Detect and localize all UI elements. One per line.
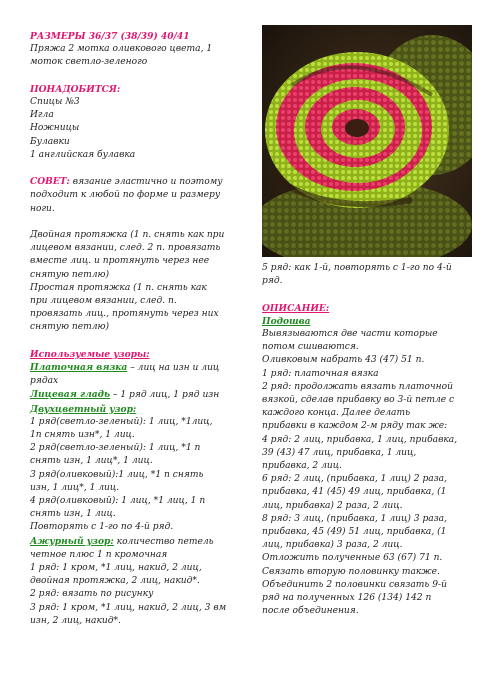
openwork-line: 2 ряд: вязать по рисунку [30,589,154,600]
twocolor-line: 4 ряд(оливковый): 1 лиц, *1 лиц, 1 п [30,496,206,507]
row5-line: ряд. [262,276,283,287]
double-pull-line: снятую петлю) [30,269,110,280]
tool-item: Ножницы [30,123,80,134]
garter-line [30,361,256,375]
openwork-line: 3 ряд: 1 кром, *1 лиц, накид, 2 лиц, 3 вм [30,602,227,613]
tip-heading: СОВЕТ: [30,176,70,188]
sole-heading: Подошва [262,315,311,327]
tip-line-3: ноги. [30,203,55,214]
stockinette-text: – 1 ряд лиц, 1 ряд изн [110,390,220,401]
twocolor-line: изн, 1 лиц*, 1 лиц. [30,482,120,493]
sole-line: прибавка, 45 (49) 51 лиц, прибавка, (1 [262,527,447,538]
twocolor-line: снять изн, 1 лиц*, 1 лиц. [30,456,153,467]
sole-line: вязкой, сделав прибавку во 3-й петле с [262,395,455,406]
sole-line: 39 (43) 47 лиц, прибавка, 1 лиц, [262,447,417,458]
twocolor-line: снять изн, 1 лиц. [30,509,116,520]
double-pull-line: вместе лиц. и протянуть через нее [30,256,210,267]
garter-title: Платочная вязка [30,362,128,374]
yarn-line-2: моток светло-зеленого [30,57,148,68]
openwork-line: четное плюс 1 п кромочная [30,549,168,560]
openwork-line [30,535,256,549]
twocolor-line: 3 ряд(оливковый):1 лиц, *1 п снять [30,469,204,480]
tool-item: Спицы №3 [30,97,80,107]
stockinette-line [30,388,256,402]
sole-line: 2 ряд: продолжать вязать платочной [262,381,453,392]
sole-line: потом сшиваются. [262,342,359,353]
twocolor-line: 1 ряд(светло-зеленый): 1 лиц, *1лиц, [30,416,213,427]
openwork-line: двойная протяжка, 2 лиц, накид*. [30,576,200,587]
sole-line: лиц, прибавка) 3 раза, 2 лиц. [262,540,403,551]
need-heading: ПОНАДОБИТСЯ: [30,83,121,95]
sole-line: ряд на полученных 126 (134) 142 п [262,593,432,604]
tool-item: 1 английская булавка [30,149,136,160]
sole-line: 1 ряд: платочная вязка [262,368,379,379]
sole-line: 8 ряд: 3 лиц, (прибавка, 1 лиц) 3 раза, [262,513,447,524]
tip-text: вязание эластично и поэтому [69,177,223,188]
sole-line: прибавка, 41 (45) 49 лиц, прибавка, (1 [262,487,447,498]
sole-line: 4 ряд: 2 лиц, прибавка, 1 лиц, прибавка, [262,434,458,445]
right-column [262,262,484,618]
openwork-line: изн, 2 лиц, накид*. [30,615,121,626]
twocolor-line: 2 ряд(светло-зеленый): 1 лиц, *1 п [30,443,201,454]
simple-pull-line: Простая протяжка (1 п. снять как [30,282,207,293]
sole-line: Отложить полученные 63 (67) 71 п. [262,553,443,564]
sole-line: Связать вторую половинку также. [262,566,440,577]
description-heading: ОПИСАНИЕ: [262,302,330,314]
sizes-heading: РАЗМЕРЫ 36/37 (38/39) 40/41 [30,31,190,42]
knitted-slipper-photo [262,25,472,257]
sole-line: прибавки в каждом 2-м ряду так же: [262,421,448,432]
sole-line: 6 ряд: 2 лиц, (прибавка, 1 лиц) 2 раза, [262,474,447,485]
left-column [30,30,256,628]
openwork-title: Ажурный узор: [30,535,114,547]
garter-line-2: рядах [30,376,59,387]
openwork-text: количество петель [113,536,214,547]
double-pull-line: лицевом вязании, след. 2 п. провязать [30,243,221,254]
twocolor-line: 1п снять изн*, 1 лиц. [30,430,135,441]
sole-line: каждого конца. Далее делать [262,408,411,419]
tool-item: Игла [30,110,54,121]
sole-line: прибавка, 2 лиц. [262,461,342,472]
openwork-line: 1 ряд: 1 кром, *1 лиц, накид, 2 лиц, [30,563,202,574]
tool-item: Булавки [30,136,70,147]
sole-line: Объединить 2 половинки связать 9-й [262,579,447,590]
garter-text: – лиц на изн и лиц [127,363,220,374]
tip-line-1 [30,175,256,189]
patterns-heading: Используемые узоры: [30,348,150,360]
tip-line-2: подходит к любой по форме и размеру [30,190,221,201]
sole-line: Оливковым набрать 43 (47) 51 п. [262,355,425,366]
twocolor-title: Двухцветный узор: [30,403,137,415]
yarn-line-1: Пряжа 2 мотка оливкового цвета, 1 [30,44,213,55]
twocolor-line: Повторять с 1-го по 4-й ряд. [30,522,174,533]
simple-pull-line: снятую петлю) [30,322,110,333]
row5-line: 5 ряд: как 1-й, повторять с 1-го по 4-й [262,263,452,273]
sole-line: Вывязываются две части которые [262,329,438,339]
stockinette-title: Лицевая гладь [30,389,110,401]
simple-pull-line: провязать лиц., протянуть через них [30,309,219,320]
sole-line: после объединения. [262,606,359,617]
double-pull-line: Двойная протяжка (1 п. снять как при [30,230,225,240]
sole-line: лиц, прибавка) 2 раза, 2 лиц. [262,500,403,511]
simple-pull-line: при лицевом вязании, след. п. [30,296,177,307]
